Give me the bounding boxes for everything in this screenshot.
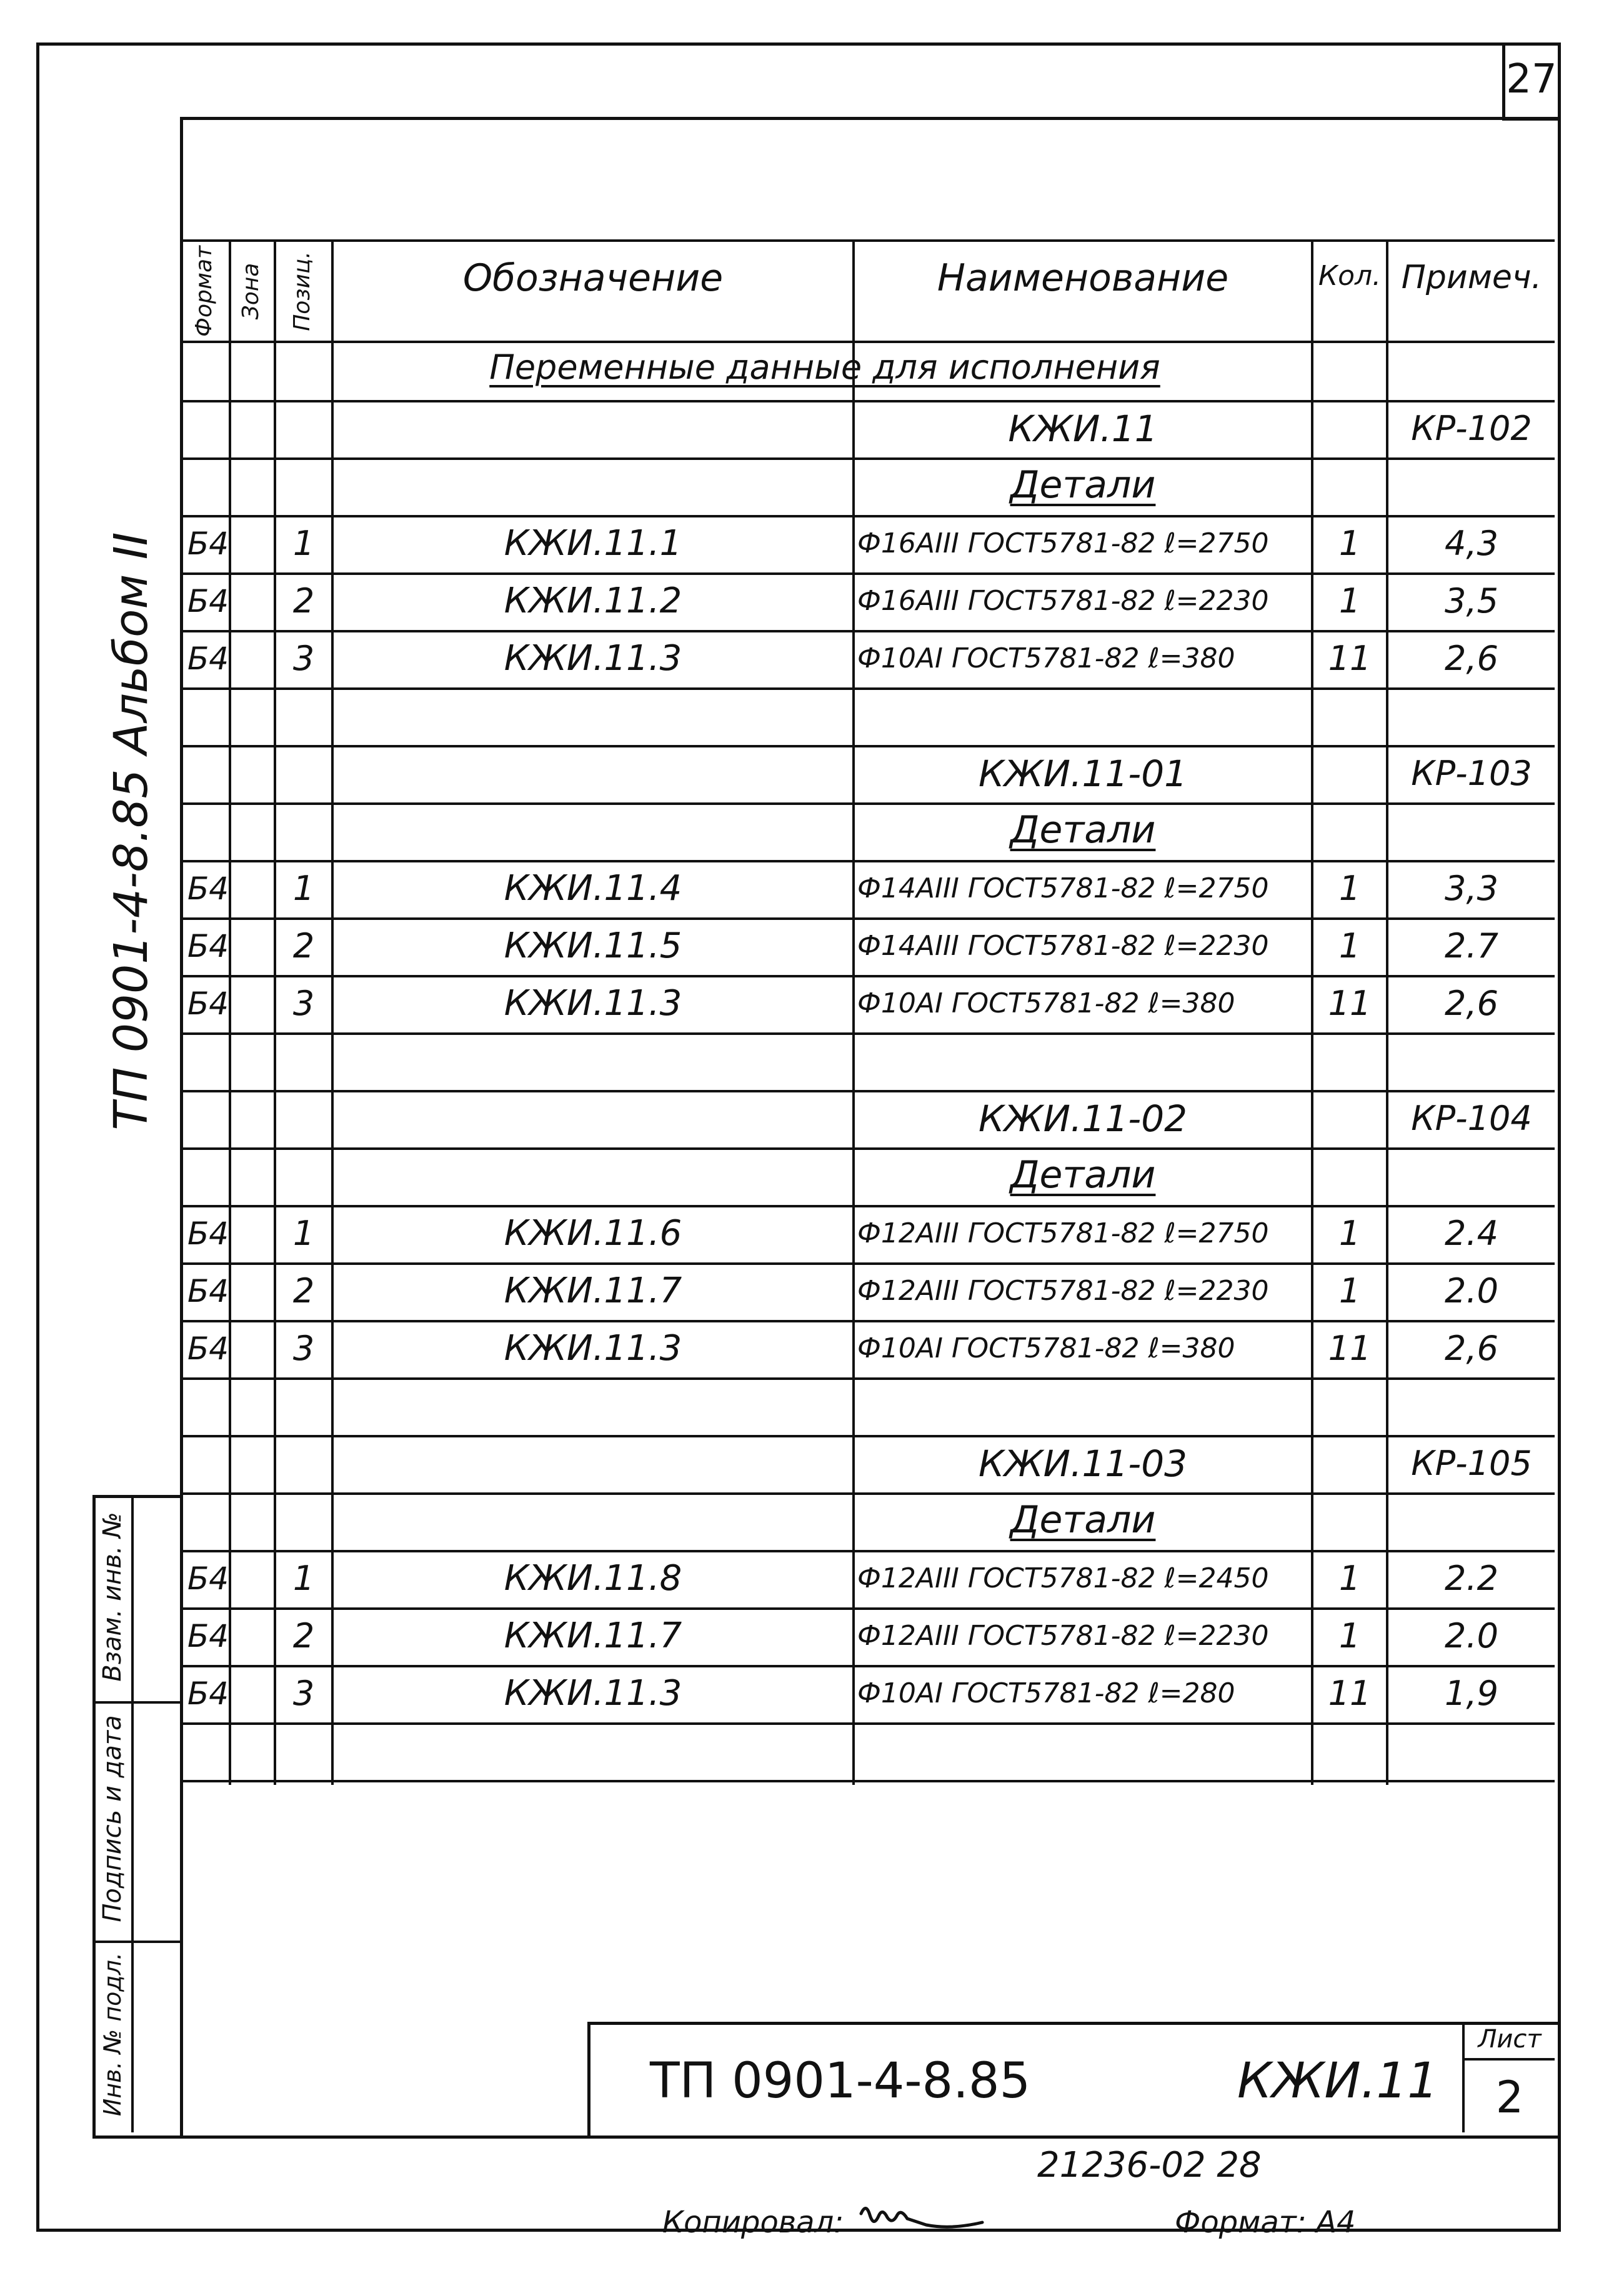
side-title: ТП 0901-4-8.85 Альбом II [104,532,158,1131]
row-note: 2.2 [1445,1559,1498,1598]
copied-label: Копировал: [662,2205,844,2240]
row-format: Б4 [187,641,229,677]
header-format: Формат [191,245,217,337]
row-position: 1 [292,1559,315,1598]
group-subtitle: Детали [1010,1498,1156,1542]
row-qty: 1 [1338,581,1361,621]
title-code: КЖИ.11 [1237,2053,1438,2109]
title-document: ТП 0901-4-8.85 [650,2053,1031,2109]
sheet-number: 2 [1495,2072,1524,2123]
section-title: Переменные данные для исполнения [489,347,1160,387]
row-qty: 1 [1338,1616,1361,1656]
row-name: Ф12АIII ГОСТ5781-82 ℓ=2230 [857,1275,1269,1307]
row-qty: 1 [1338,926,1361,966]
row-position: 1 [292,524,315,563]
row-designation: КЖИ.11.1 [504,523,682,564]
header-zone: Зона [238,262,264,320]
row-name: Ф16АIII ГОСТ5781-82 ℓ=2750 [857,527,1269,559]
corner-number: 27 [1506,56,1557,102]
row-note: 3,5 [1445,581,1498,621]
row-designation: КЖИ.11.3 [504,983,682,1024]
row-designation: КЖИ.11.4 [504,868,682,909]
group-note: КР-105 [1411,1444,1532,1483]
row-position: 2 [292,1616,315,1656]
format-label: Формат: А4 [1175,2205,1356,2240]
sheet-label: Лист [1478,2025,1542,2054]
row-note: 4,3 [1445,524,1498,563]
row-qty: 11 [1328,1329,1372,1368]
row-format: Б4 [187,1676,229,1712]
row-name: Ф10АI ГОСТ5781-82 ℓ=280 [857,1677,1235,1709]
row-designation: КЖИ.11.5 [504,926,682,966]
group-title: КЖИ.11 [1008,407,1158,450]
row-note: 1,9 [1445,1674,1498,1713]
row-position: 1 [292,1214,315,1253]
row-format: Б4 [187,928,229,964]
group-title: КЖИ.11-02 [978,1097,1187,1140]
row-qty: 11 [1328,1674,1372,1713]
header-designation: Обозначение [462,256,724,300]
row-note: 2,6 [1445,639,1498,678]
header-position: Позиц. [289,251,315,331]
row-note: 2,6 [1445,1329,1498,1368]
row-note: 2.0 [1445,1616,1498,1656]
row-position: 3 [292,984,315,1023]
header-qty: Кол. [1318,260,1382,292]
group-note: КР-103 [1411,754,1532,793]
row-position: 3 [292,1674,315,1713]
row-qty: 1 [1338,1214,1361,1253]
group-title: КЖИ.11-03 [978,1442,1187,1485]
row-name: Ф10АI ГОСТ5781-82 ℓ=380 [857,642,1235,674]
row-designation: КЖИ.11.3 [504,1328,682,1369]
row-format: Б4 [187,871,229,907]
row-format: Б4 [187,1331,229,1367]
bottom-code: 21236-02 28 [1037,2145,1262,2186]
row-designation: КЖИ.11.2 [504,581,682,621]
inv-no-orig-label: Инв. № подл. [99,1952,126,2117]
group-title: КЖИ.11-01 [978,752,1187,795]
group-subtitle: Детали [1010,1153,1156,1197]
header-name: Наименование [937,256,1229,300]
row-format: Б4 [187,1216,229,1252]
row-designation: КЖИ.11.8 [504,1558,682,1599]
row-note: 3,3 [1445,869,1498,908]
row-qty: 11 [1328,639,1372,678]
row-note: 2.0 [1445,1271,1498,1311]
row-name: Ф14АIII ГОСТ5781-82 ℓ=2750 [857,872,1269,904]
row-name: Ф10АI ГОСТ5781-82 ℓ=380 [857,987,1235,1019]
row-position: 3 [292,1329,315,1368]
row-qty: 1 [1338,524,1361,563]
row-designation: КЖИ.11.6 [504,1213,682,1254]
row-designation: КЖИ.11.7 [504,1616,682,1656]
row-format: Б4 [187,1273,229,1309]
group-subtitle: Детали [1010,463,1156,507]
row-format: Б4 [187,583,229,619]
row-position: 3 [292,639,315,678]
row-qty: 11 [1328,984,1372,1023]
signature-date-label: Подпись и дата [98,1715,127,1922]
row-format: Б4 [187,986,229,1022]
row-position: 2 [292,581,315,621]
header-note: Примеч. [1401,259,1542,296]
row-position: 2 [292,1271,315,1311]
group-note: КР-104 [1411,1099,1532,1138]
row-name: Ф12АIII ГОСТ5781-82 ℓ=2230 [857,1620,1269,1652]
group-note: КР-102 [1411,409,1532,448]
row-format: Б4 [187,1561,229,1597]
row-designation: КЖИ.11.3 [504,1673,682,1714]
row-designation: КЖИ.11.7 [504,1271,682,1311]
row-note: 2.7 [1445,926,1498,966]
row-position: 2 [292,926,315,966]
replaced-inv-label: Взам. инв. № [98,1512,127,1682]
row-position: 1 [292,869,315,908]
row-name: Ф14АIII ГОСТ5781-82 ℓ=2230 [857,930,1269,962]
row-name: Ф12АIII ГОСТ5781-82 ℓ=2450 [857,1562,1269,1594]
row-qty: 1 [1338,1559,1361,1598]
row-qty: 1 [1338,1271,1361,1311]
row-note: 2.4 [1445,1214,1498,1253]
row-name: Ф16АIII ГОСТ5781-82 ℓ=2230 [857,585,1269,617]
row-name: Ф12АIII ГОСТ5781-82 ℓ=2750 [857,1217,1269,1249]
row-format: Б4 [187,526,229,562]
copier-signature [857,2200,1001,2237]
row-format: Б4 [187,1618,229,1654]
row-note: 2,6 [1445,984,1498,1023]
row-name: Ф10АI ГОСТ5781-82 ℓ=380 [857,1332,1235,1364]
group-subtitle: Детали [1010,808,1156,852]
row-designation: КЖИ.11.3 [504,638,682,679]
row-qty: 1 [1338,869,1361,908]
